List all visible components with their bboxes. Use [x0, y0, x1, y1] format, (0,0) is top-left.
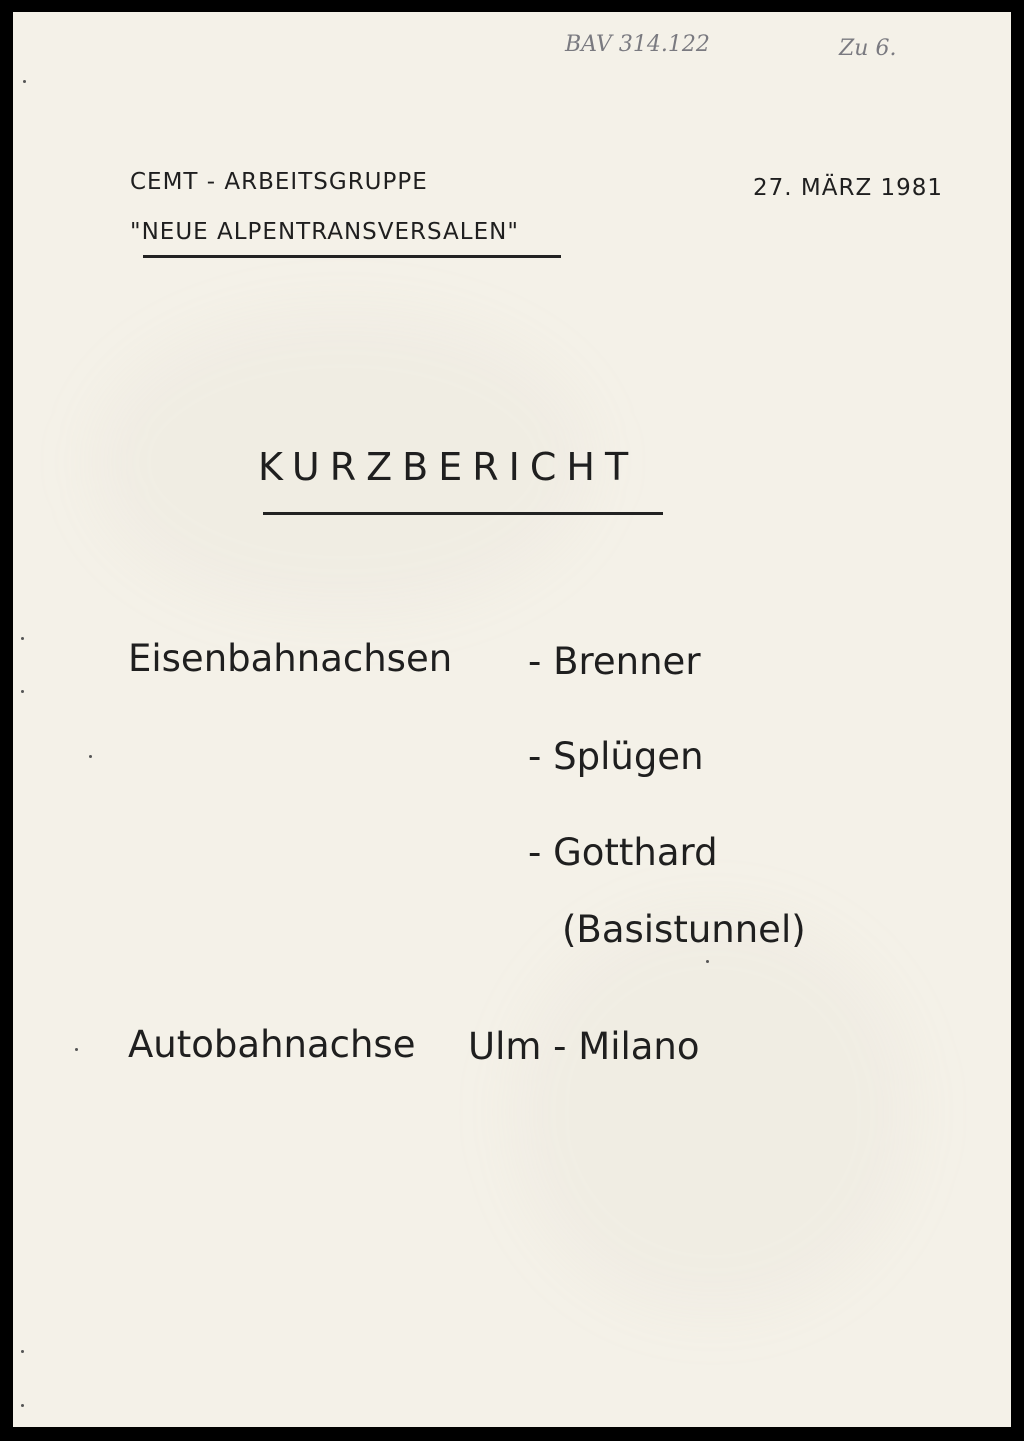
paper-speck	[21, 690, 24, 693]
rail-item-note: (Basistunnel)	[562, 908, 806, 951]
header-underline	[143, 255, 561, 258]
title-underline	[263, 512, 663, 515]
road-axis-label: Autobahnachse	[128, 1023, 416, 1066]
document-page	[13, 12, 1011, 1427]
header-group-name: "NEUE ALPENTRANSVERSALEN"	[130, 219, 519, 245]
road-axis-route: Ulm - Milano	[468, 1025, 700, 1068]
paper-speck	[89, 755, 92, 758]
document-title: KURZBERICHT	[258, 445, 639, 489]
document-date: 27. MÄRZ 1981	[753, 175, 944, 201]
paper-speck	[21, 1350, 24, 1353]
paper-speck	[21, 637, 24, 640]
paper-speck	[75, 1048, 78, 1051]
rail-axes-label: Eisenbahnachsen	[128, 637, 453, 680]
header-working-group: CEMT - ARBEITSGRUPPE	[130, 169, 428, 195]
rail-item-spluegen: - Splügen	[528, 735, 704, 778]
rail-item-brenner: - Brenner	[528, 640, 701, 683]
rail-item-gotthard: - Gotthard	[528, 831, 718, 874]
paper-speck	[23, 80, 26, 83]
paper-stain	[513, 912, 913, 1312]
paper-speck	[21, 1404, 24, 1407]
handwritten-note: Zu 6.	[839, 36, 897, 61]
paper-speck	[706, 960, 709, 963]
handwritten-reference: BAV 314.122	[565, 32, 710, 57]
